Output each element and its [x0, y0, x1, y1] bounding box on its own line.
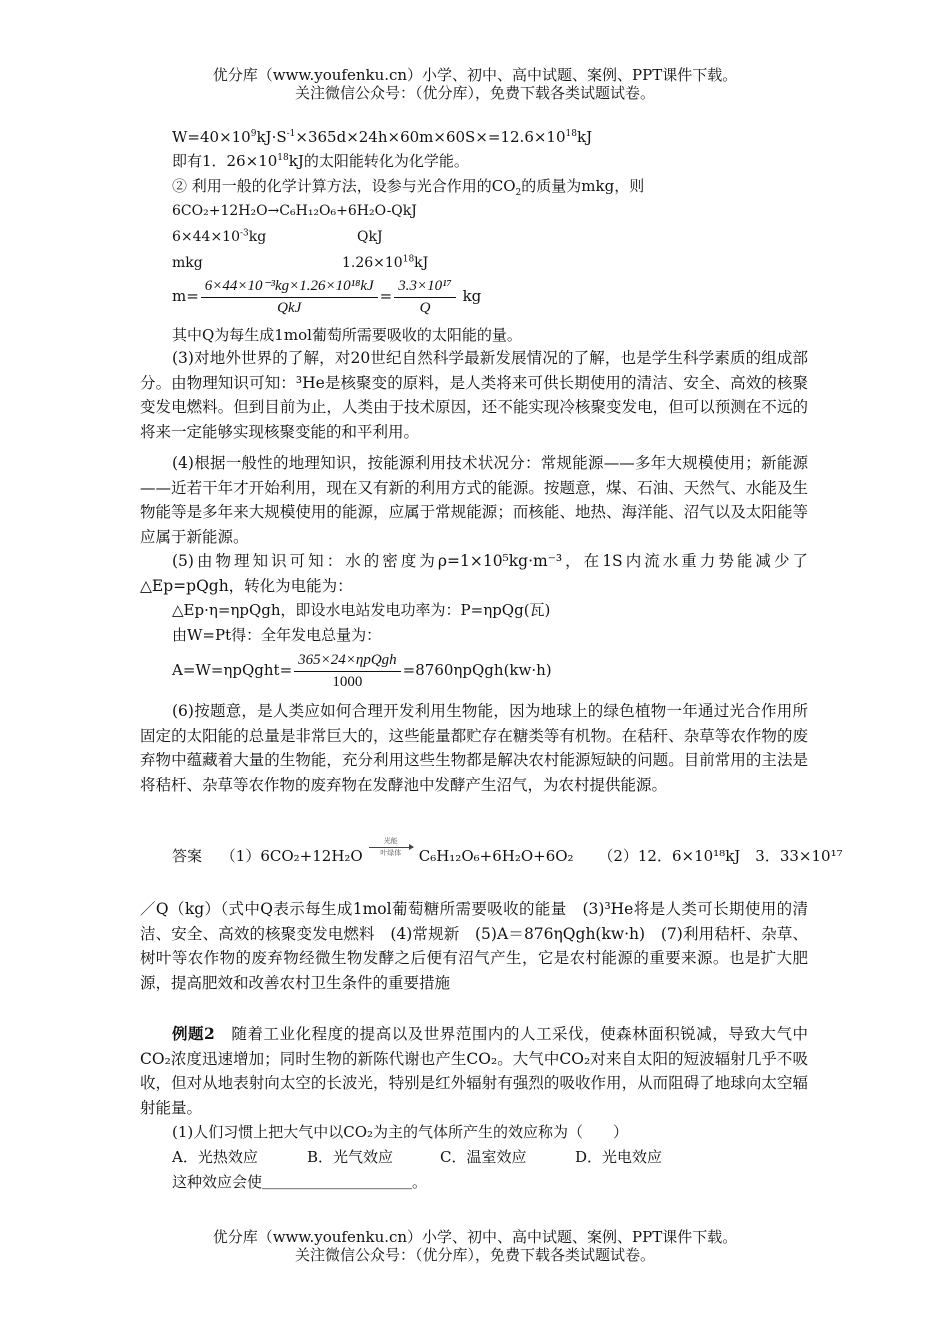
answer-continued: ／Q（kg）（式中Q表示每生成1mol葡萄糖所需要吸收的能量 (3)³He将是人类可长期使用的清洁、安全、高效的核聚变发电燃料 (4)常规新 (5)A＝876ηQgh(kw·h) (7)利用秸杆、杂草、树叶等农作物的废弃物经微生物发酵之后便有沼气产生，它是农村能源的重要来源。也是扩大肥源，提高肥效和改善农村卫生条件的重要措施	[140, 900, 808, 992]
mass-fraction-simplified: $\frac{\text{3.3×10¹⁷}}{Q}$	[394, 278, 456, 317]
paragraph-5-line-3: 由W=Pt得：全年发电总量为：	[172, 626, 382, 644]
question-1: (1)人们习惯上把大气中以CO₂为主的气体所产生的效应称为（ ）	[172, 1123, 629, 1141]
footer-line-1: 优分库（www.youfenku.cn）小学、初中、高中试题、案例、PPT课件下载。	[212, 1228, 738, 1246]
mass-fraction: $\frac{\text{6×44×10⁻³kg×1.26×10¹⁸kJ}}{\text{QkJ}}$	[201, 278, 378, 317]
annual-output-formula: A=W=ηpQght= $\frac{\text{365×24×ηpQgh}}{1000}$ =8760ηpQgh(kw·h)	[172, 651, 552, 690]
photosynthesis-equation: 6CO₂+12H₂O→C₆H₁₂O₆+6H₂O-QkJ	[172, 203, 417, 219]
annual-output-fraction: $\frac{\text{365×24×ηpQgh}}{1000}$	[294, 652, 401, 691]
option-b[interactable]: B．光气效应	[307, 1148, 394, 1166]
energy-calc-line: $W=40\times 10^9kJ\cdot S^{-1}\times 365d\times 24h\times 60m\times 60S\times=12.6\times 10^{18}kJ$	[172, 128, 593, 146]
footer-line-2: 关注微信公众号：（优分库），免费下载各类试题试卷。	[294, 1246, 655, 1264]
paragraph-6: (6)按题意，是人类应如何合理开发利用生物能，因为地球上的绿色植物一年通过光合作用所固定的太阳能的总量是非常巨大的，这些能量都贮存在糖类等有机物。在秸秆、杂草等农作物的废弃物中蕴藏着大量的生物能，充分利用这些生物都是解决农村能源短缺的问题。目前常用的主法是将秸杆、杂草等农作物的废弃物在发酵池中发酵产生沼气，为农村提供能源。	[140, 702, 808, 794]
mass-formula: m= $\frac{\text{6×44×10⁻³kg×1.26×10¹⁸kJ}}{\text{QkJ}}$ = $\frac{\text{3.3×10¹⁷}}{Q}$ kg	[172, 277, 482, 316]
reaction-arrow: 光能 叶绿体	[367, 837, 415, 858]
q-note: 其中Q为每生成1mol葡萄所需要吸收的太阳能的量。	[172, 326, 522, 344]
ratio-row-2: mkg $1.26\times 10^{18}kJ$	[172, 254, 429, 271]
paragraph-5: (5)由物理知识可知：水的密度为ρ=1×10⁵kg·m⁻³，在1S内流水重力势能减少了△Ep=pQgh，转化为电能为：	[140, 552, 808, 595]
page-header	[0, 66, 950, 102]
answer-label: 答案	[172, 847, 203, 865]
method-line: ② 利用一般的化学计算方法，设参与光合作用的$CO_2$的质量为mkg，则	[172, 177, 645, 198]
answer-line: 答案 （1）6CO₂+12H₂O 光能 叶绿体 C₆H₁₂O₆+6H₂O+6O₂ （2）12．6×10¹⁸kJ 3．33×10¹⁷	[172, 836, 843, 865]
example-2-paragraph: 例题2 随着工业化程度的提高以及世界范围内的人工采伐，使森林面积锐减，导致大气中CO₂浓度迅速增加；同时生物的新陈代谢也产生CO₂。大气中CO₂对来自太阳的短波辐射几乎不吸收，但对从地表射向太空的长波光，特别是红外辐射有强烈的吸收作用，从而阻碍了地球向太空辐射能量。	[140, 1024, 808, 1117]
ratio-row-1: $6\times 44\times 10^{-3}kg$ QkJ	[172, 228, 383, 245]
example-2-label: 例题2	[172, 1024, 215, 1043]
header-line-1: 优分库（www.youfenku.cn）小学、初中、高中试题、案例、PPT课件下载。	[212, 66, 738, 84]
options-row	[172, 1146, 663, 1168]
option-a[interactable]: A．光热效应	[172, 1148, 258, 1166]
option-d[interactable]: D．光电效应	[575, 1148, 663, 1166]
paragraph-4: (4)根据一般性的地理知识，按能源利用技术状况分：常规能源——多年大规模使用；新能源——近若干年才开始利用，现在又有新的利用方式的能源。按题意，煤、石油、天然气、水能及生物能等是多年来大规模使用的能源，应属于常规能源；而核能、地热、海洋能、沼气以及太阳能等应属于新能源。	[140, 454, 808, 546]
page-footer	[0, 1228, 950, 1264]
solar-conversion-line: 即有1．$26\times 10^{18}kJ$的太阳能转化为化学能。	[172, 152, 469, 170]
option-c[interactable]: C．温室效应	[440, 1148, 527, 1166]
header-line-2: 关注微信公众号：（优分库），免费下载各类试题试卷。	[294, 84, 655, 102]
paragraph-5-line-2: △Ep·η=ηpQgh，即设水电站发电功率为：P=ηpQg(瓦)	[172, 601, 551, 619]
blank-line: 这种效应会使＿＿＿＿＿＿＿＿＿＿。	[172, 1173, 428, 1191]
paragraph-3: (3)对地外世界的了解，对20世纪自然科学最新发展情况的了解，也是学生科学素质的组成部分。由物理知识可知：³He是核聚变的原料，是人类将来可供长期使用的清洁、安全、高效的核聚变发电燃料。但到目前为止，人类由于技术原因，还不能实现冷核聚变发电，但可以预测在不远的将来一定能够实现核聚变能的和平利用。	[140, 349, 808, 441]
